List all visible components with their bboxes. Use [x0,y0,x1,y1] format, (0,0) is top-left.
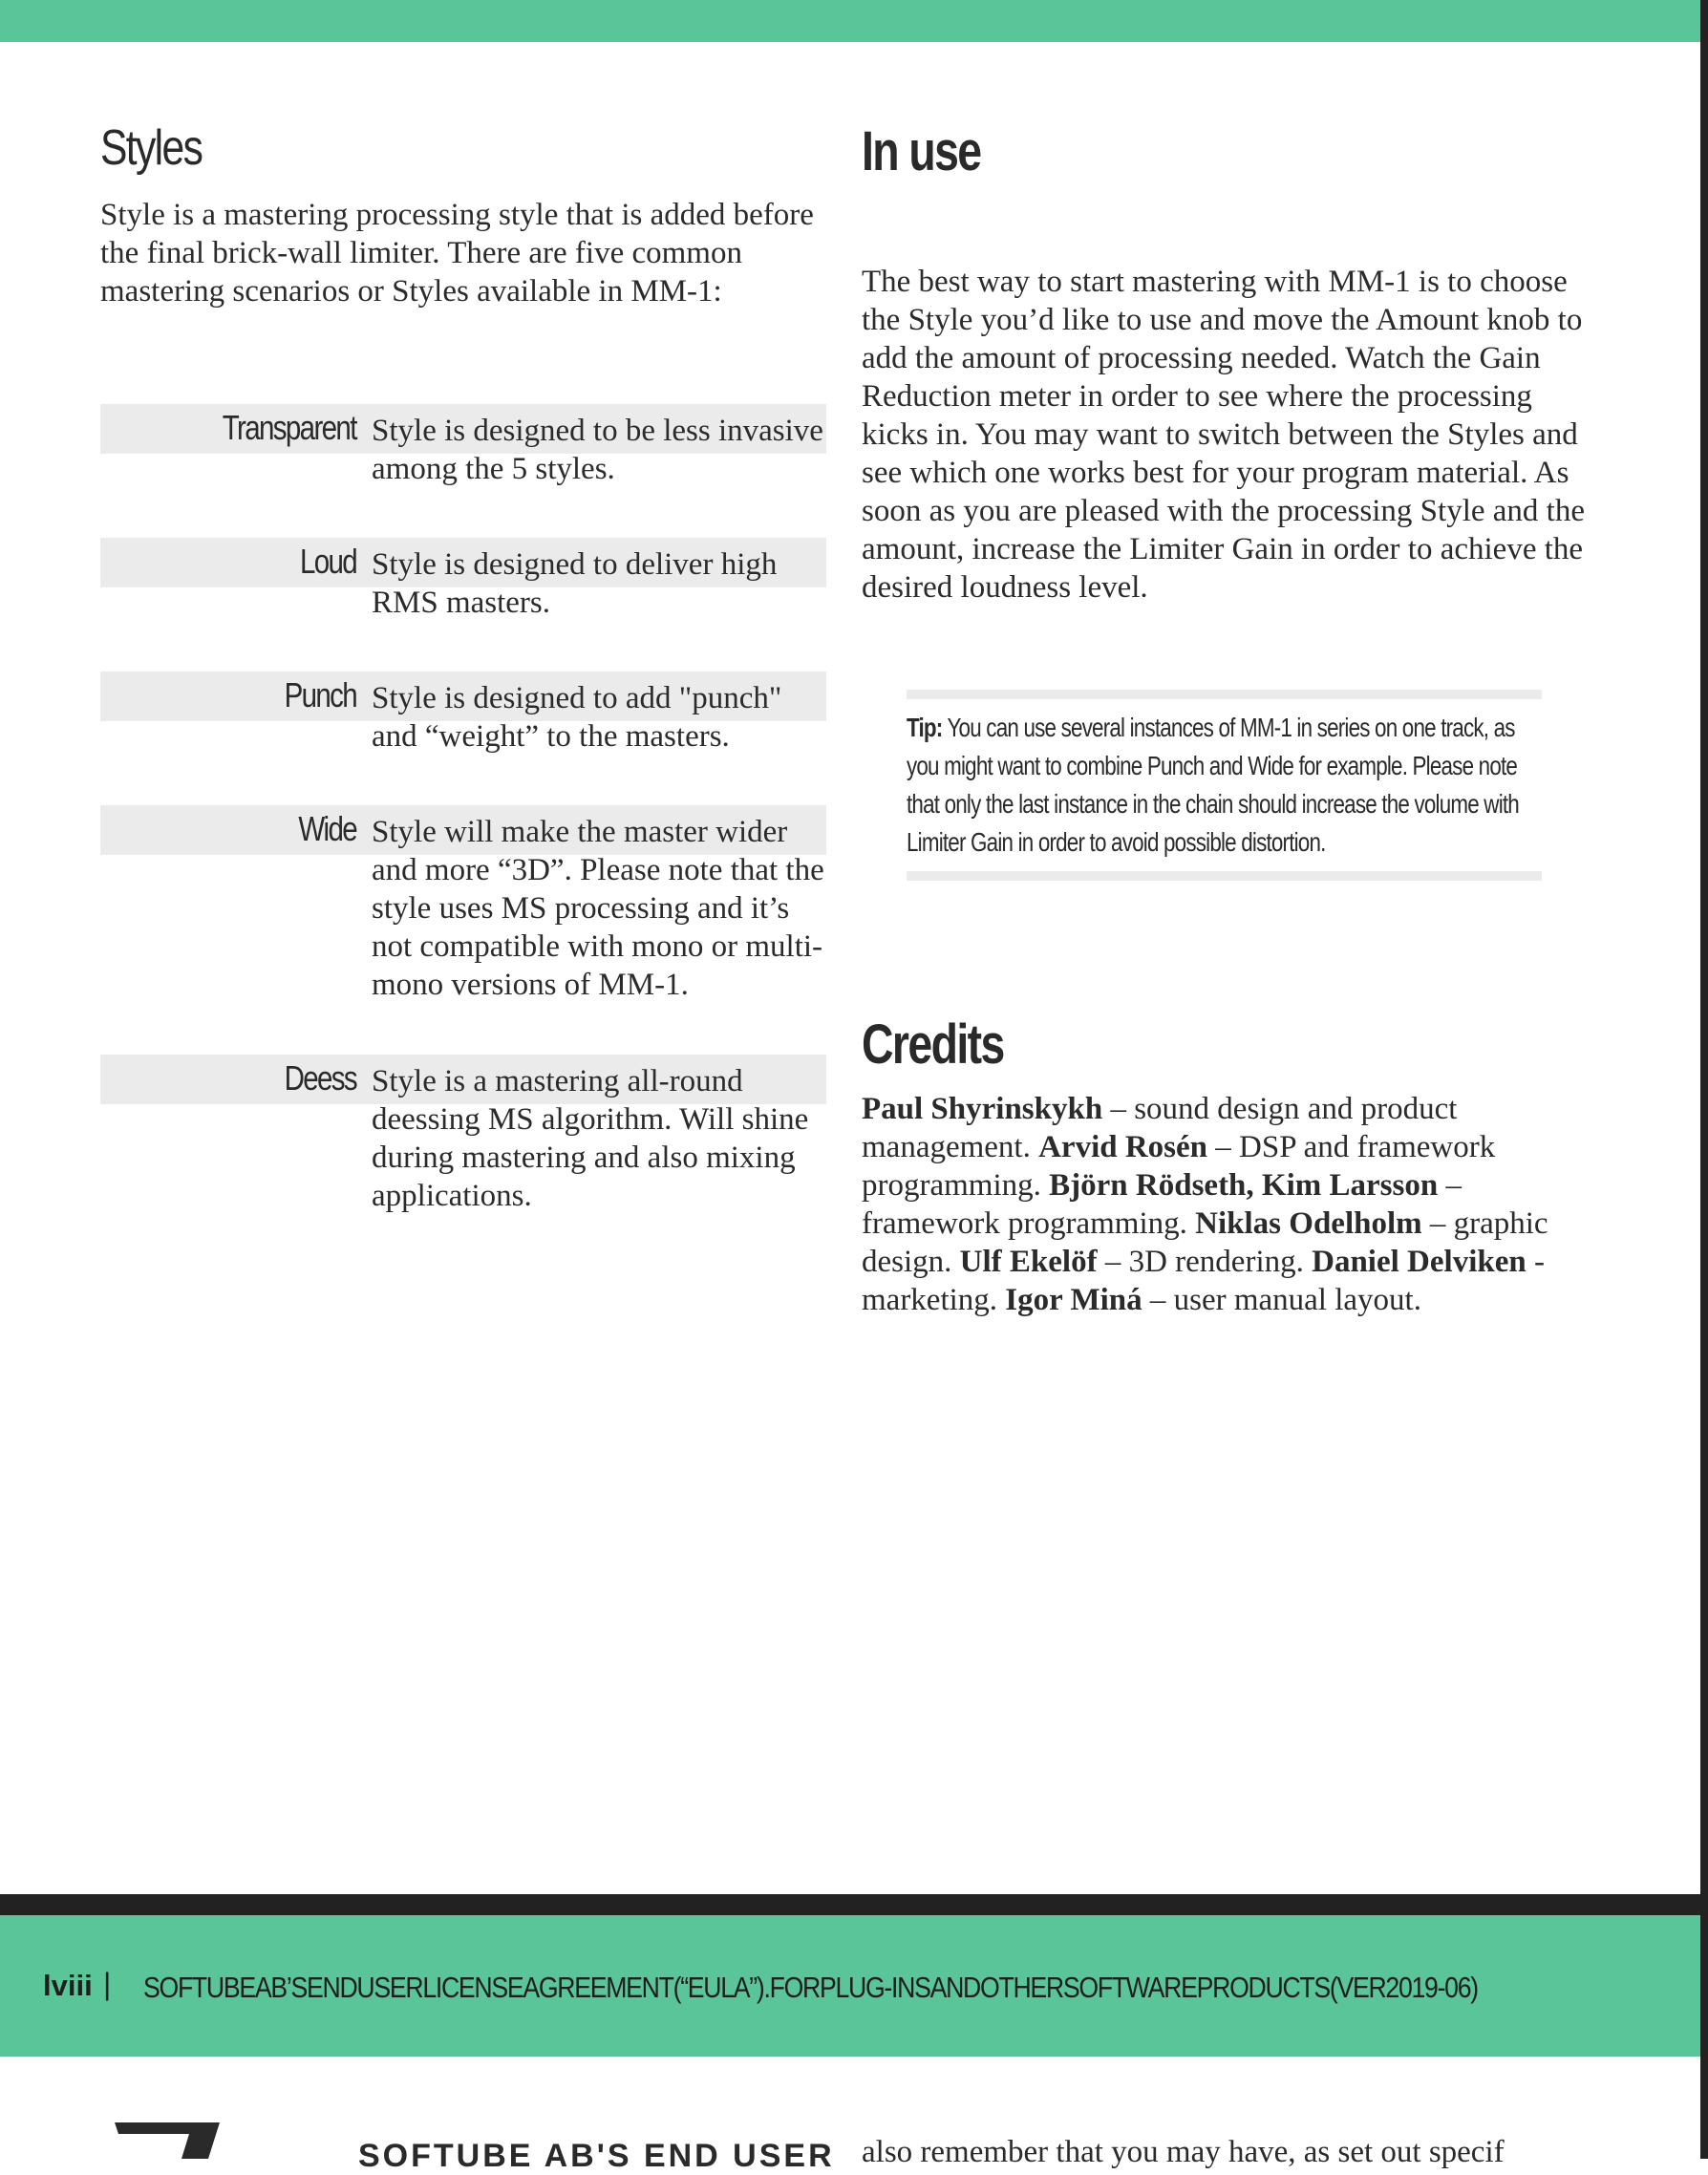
credit-name: Niklas Odelholm [1195,1206,1422,1241]
tip-bottom-rule [907,871,1542,881]
credits-heading: Credits [862,1013,1004,1076]
chapter-logo-icon [86,2122,220,2159]
footer-separator: | [103,1967,112,2001]
credit-name: Björn Rödseth, Kim Larsson [1049,1168,1439,1203]
credit-role: – framework programming. [862,1168,1462,1241]
in-use-column [862,119,1588,1317]
tip-top-rule [907,690,1542,699]
style-name: Loud [299,542,356,581]
page-edge [1700,0,1708,2159]
style-description: Style is designed to deliver high RMS masters. [372,547,778,620]
credit-name: Paul Shyrinskykh [862,1092,1103,1126]
styles-column [100,119,826,1213]
style-description: Style is a mastering all-round deessing MS algorithm. Will shine during mastering and also mixing applications. [372,1064,809,1213]
tip-body: You can use several instances of MM-1 in series on one track, as you might want to combine Punch and Wide for example. Please note that only the last instance in the chain should increase the volume with Limiter Gain in order to avoid possible distortion. [907,713,1519,857]
style-description: Style will make the master wider and more “3D”. Please note that the style uses MS processing and it’s not compatible with mono or multi-mono versions of MM-1. [372,815,824,1002]
footer-dark-rule [0,1894,1700,1915]
footer-title: SOFTUBEAB’SENDUSERLICENSEAGREEMENT(“EULA”).FORPLUG-INSANDOTHERSOFTWAREPRODUCTS(VER2019-06) [143,1971,1478,2004]
page-footer [0,1915,1700,2057]
tip-text [907,699,1541,871]
credit-role: – DSP and framework programming. [862,1130,1496,1203]
style-name: Deess [284,1058,356,1098]
credit-role: – user manual layout. [1142,1283,1421,1317]
credit-role: - marketing. [862,1245,1545,1317]
next-page-text: also remember that you may have, as set out specif [862,2135,1505,2169]
tip-box [907,690,1542,881]
style-description: Style is designed to add "punch" and “weight” to the masters. [372,681,782,754]
styles-list [100,404,826,1264]
credits-heading-wrap [862,1013,1039,1077]
credit-role: – graphic design. [862,1206,1548,1279]
in-use-text: The best way to start mastering with MM-1 is to choose the Style you’d like to use and move the Amount knob to add the amount of processing needed. Watch the Gain Reduction meter in order to see where the processing kicks in. You may want to switch between the Styles and see which one works best for your program material. As soon as you are pleased with the processing Style and the amount, increase the Limiter Gain in order to achieve the desired loudness level. [862,265,1585,605]
in-use-heading: In use [862,120,981,182]
styles-intro: Style is a mastering processing style that is added before the final brick-wall limiter. There are five common mastering scenarios or Styles available in MM-1: [100,198,814,309]
top-accent-bar [0,0,1700,42]
credit-name: Ulf Ekelöf [959,1245,1098,1279]
style-description: Style is designed to be less invasive among the 5 styles. [372,414,823,486]
style-name: Punch [284,675,356,714]
next-page-title: SOFTUBE AB'S END USER [358,2138,835,2174]
style-name: Wide [298,809,356,848]
credits-text [862,1090,1588,1319]
credit-role: – 3D rendering. [1097,1245,1313,1279]
credit-name: Daniel Delviken [1312,1245,1527,1279]
styles-heading: Styles [100,120,203,176]
tip-label: Tip: [907,713,943,742]
credit-name: Igor Miná [1005,1283,1142,1317]
credit-name: Arvid Rosén [1038,1130,1208,1164]
credit-role: – sound design and product management. [862,1092,1458,1164]
page-number: lviii [43,1969,93,2002]
style-name: Transparent [222,408,356,447]
